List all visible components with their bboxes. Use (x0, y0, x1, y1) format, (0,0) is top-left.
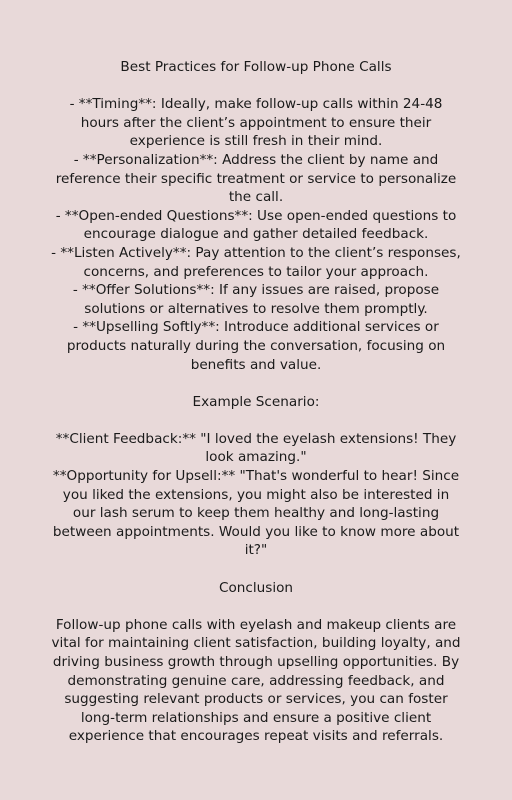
document-title: Best Practices for Follow-up Phone Calls (120, 59, 392, 75)
client-feedback: **Client Feedback:** "I loved the eyelash extensions! They look amazing." (55, 430, 457, 466)
practice-open-ended-questions: - **Open-ended Questions**: Use open-ended questions to encourage dialogue and gather detailed feedback. (55, 207, 457, 243)
practice-personalization: - **Personalization**: Address the client by name and reference their specific treatment or service to personalize the call. (55, 151, 457, 206)
conclusion-text: Follow-up phone calls with eyelash and makeup clients are vital for maintaining client satisfaction, building loyalty, and driving business growth through upselling opportunities. By demonstrating genuine care, addressing feedback, and suggesting relevant products or services, you can foster long-term relationships and ensure a positive client experience that encourages repeat visits and referrals. (51, 616, 461, 745)
conclusion-heading: Conclusion (218, 579, 294, 596)
example-heading: Example Scenario: (192, 393, 320, 410)
spacer (50, 374, 462, 393)
spacer (50, 411, 462, 430)
practice-offer-solutions: - **Offer Solutions**: If any issues are raised, propose solutions or alternatives to resolve them promptly. (72, 282, 440, 317)
practice-timing: - **Timing**: Ideally, make follow-up calls within 24-48 hours after the client’s appointment to ensure their experience is still fresh in their mind. (69, 96, 443, 150)
best-practices-list (50, 95, 462, 374)
spacer (50, 597, 462, 616)
spacer (50, 560, 462, 579)
spacer (50, 77, 462, 96)
practice-upselling-softly: - **Upselling Softly**: Introduce additional services or products naturally during the conversation, focusing on benefits and value. (66, 319, 446, 373)
upsell-opportunity: **Opportunity for Upsell:** "That's wonderful to hear! Since you liked the extensions, you might also be interested in our lash serum to keep them healthy and long-lasting between appointments. Would you like to know more about it?" (52, 468, 460, 559)
practice-listen-actively: - **Listen Actively**: Pay attention to the client’s responses, concerns, and preferences to tailor your approach. (51, 244, 461, 280)
